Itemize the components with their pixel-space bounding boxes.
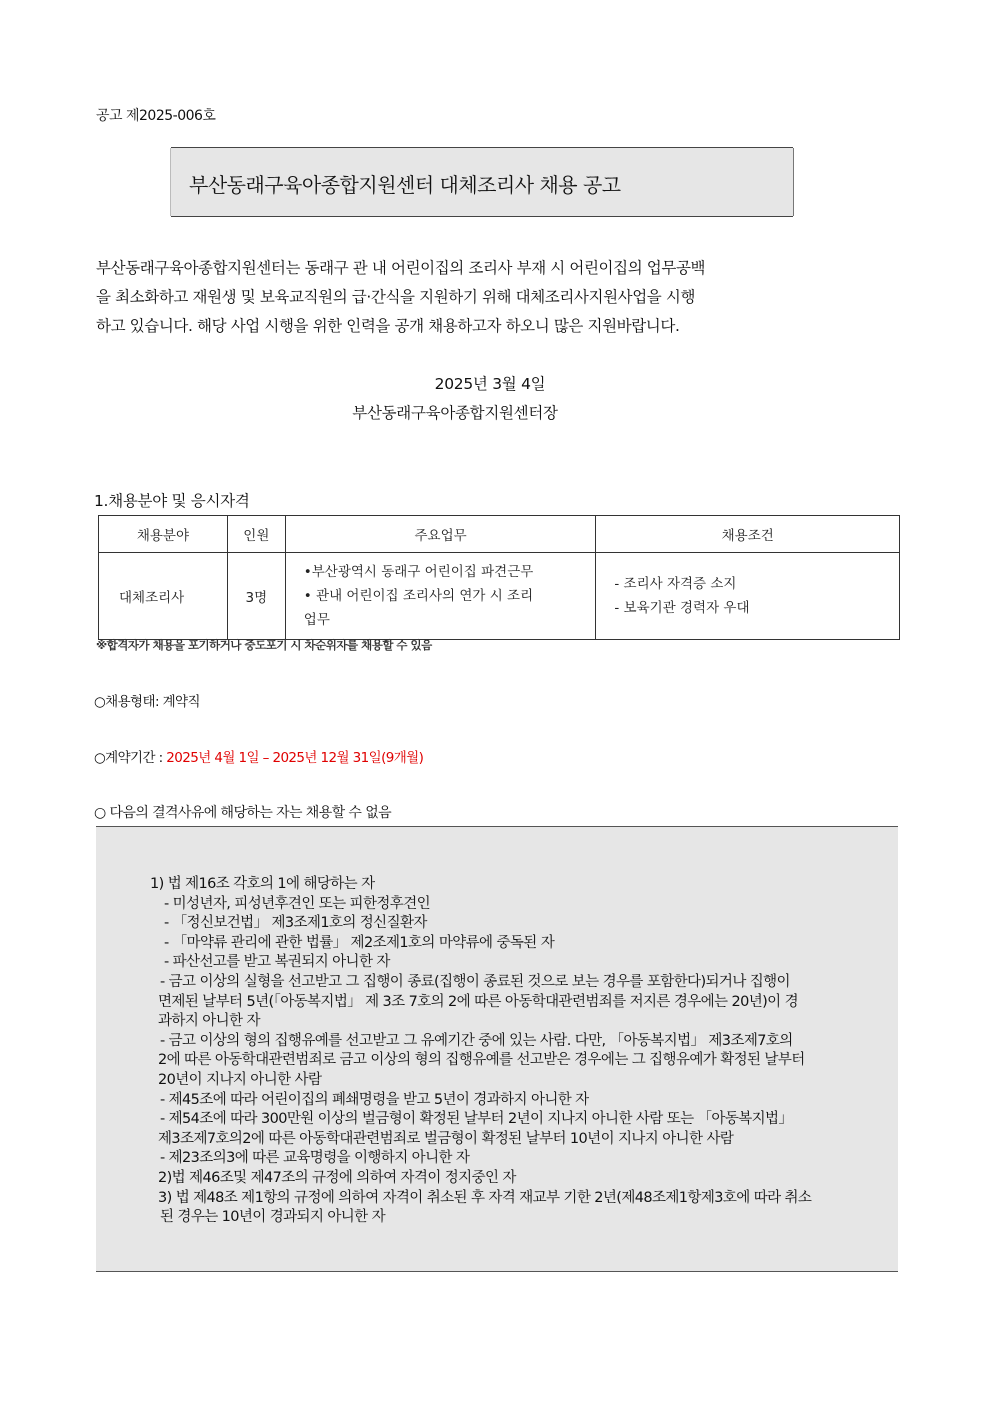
- list-item: - 제45조에 따라 어린이집의 폐쇄명령을 받고 5년이 경과하지 아니한 자: [160, 1091, 589, 1108]
- intro-line: 부산동래구육아종합지원센터는 동래구 관 내 어린이집의 조리사 부재 시 어린이집의 업무공백: [96, 259, 706, 277]
- intro-line: 하고 있습니다. 해당 사업 시행을 위한 인력을 공개 채용하고자 하오니 많은 지원바랍니다.: [96, 317, 680, 335]
- recruitment-table: [98, 515, 900, 640]
- header-duties: 주요업무: [285, 516, 596, 553]
- list-item: 면제된 날부터 5년(「아동복지법」 제 3조 7호의 2에 따른 아동학대관련범죄를 저지른 경우에는 20년)이 경: [158, 993, 798, 1010]
- list-item: 2)법 제46조및 제47조의 규정에 의하여 자격이 정지중인 자: [158, 1169, 516, 1186]
- list-item: - 금고 이상의 형의 집행유예를 선고받고 그 유예기간 중에 있는 사람. 다만, 「아동복지법」 제3조제7호의: [160, 1032, 793, 1049]
- disqualification-box: [96, 826, 898, 1272]
- list-item: 과하지 아니한 자: [158, 1013, 260, 1030]
- title-box: [171, 147, 793, 217]
- contract-period-value: 2025년 4월 1일 – 2025년 12월 31일(9개월): [166, 750, 424, 766]
- list-item: 제3조제7호의2에 따른 아동학대관련범죄로 벌금형이 확정된 날부터 10년이 지나지 아니한 사람: [158, 1130, 734, 1147]
- duty-line: • 관내 어린이집 조리사의 연가 시 조리: [303, 588, 534, 604]
- contract-period: [94, 746, 423, 766]
- header-field: 채용분야: [99, 516, 228, 553]
- duty-line: 업무: [303, 612, 330, 628]
- list-item: 3) 법 제48조 제1항의 규정에 의하여 자격이 취소된 후 자격 재교부 기한 2년(제48조제1항제3호에 따라 취소: [158, 1189, 812, 1206]
- cell-duties: [285, 553, 596, 640]
- intro-paragraph: [96, 254, 796, 341]
- table-note: ※합격자가 채용을 포기하거나 중도포기 시 차순위자를 채용할 수 있음: [96, 638, 432, 652]
- list-item: - 미성년자, 피성년후견인 또는 피한정후견인: [164, 895, 431, 912]
- table-header-row: [99, 516, 900, 553]
- page-title: 부산동래구육아종합지원센터 대체조리사 채용 공고: [189, 173, 621, 197]
- cell-field: 대체조리사: [99, 553, 228, 640]
- cell-conditions: [596, 553, 900, 640]
- issuer: 부산동래구육아종합지원센터장: [352, 404, 558, 422]
- list-item: - 「정신보건법」 제3조제1호의 정신질환자: [164, 915, 427, 932]
- header-conditions: 채용조건: [596, 516, 900, 553]
- header-count: 인원: [227, 516, 285, 553]
- disqualification-list: [150, 875, 888, 1228]
- list-item: 된 경우는 10년이 경과되지 아니한 자: [160, 1209, 385, 1226]
- cell-count: 3명: [227, 553, 285, 640]
- table-row: [99, 553, 900, 640]
- condition-line: - 조리사 자격증 소지: [614, 576, 737, 592]
- employment-type: ○채용형태: 계약직: [94, 694, 200, 710]
- section-heading-recruitment: 1.채용분야 및 응시자격: [94, 492, 250, 510]
- list-item: - 파산선고를 받고 복권되지 아니한 자: [164, 954, 390, 971]
- disqualification-heading: ○ 다음의 결격사유에 해당하는 자는 채용할 수 없음: [94, 805, 392, 821]
- list-item: 20년이 지나지 아니한 사람: [158, 1071, 322, 1088]
- duty-line: •부산광역시 동래구 어린이집 파견근무: [303, 564, 534, 580]
- notice-date: 2025년 3월 4일: [434, 375, 546, 393]
- notice-number: 공고 제2025-006호: [96, 108, 216, 124]
- list-item: - 제23조의3에 따른 교육명령을 이행하지 아니한 자: [160, 1150, 470, 1167]
- list-item: - 「마약류 관리에 관한 법률」 제2조제1호의 마약류에 중독된 자: [164, 934, 555, 951]
- list-item: 1) 법 제16조 각호의 1에 해당하는 자: [150, 876, 375, 892]
- list-item: - 금고 이상의 실형을 선고받고 그 집행이 종료(집행이 종료된 것으로 보는 경우를 포함한다)되거나 집행이: [160, 973, 790, 990]
- condition-line: - 보육기관 경력자 우대: [614, 600, 750, 616]
- list-item: 2에 따른 아동학대관련범죄로 금고 이상의 형의 집행유예를 선고받은 경우에는 그 집행유예가 확정된 날부터: [158, 1052, 805, 1069]
- contract-period-label: ○계약기간 :: [94, 750, 167, 766]
- list-item: - 제54조에 따라 300만원 이상의 벌금형이 확정된 날부터 2년이 지나지 아니한 사람 또는 「아동복지법」: [160, 1111, 793, 1128]
- intro-line: 을 최소화하고 재원생 및 보육교직원의 급·간식을 지원하기 위해 대체조리사지원사업을 시행: [96, 288, 696, 306]
